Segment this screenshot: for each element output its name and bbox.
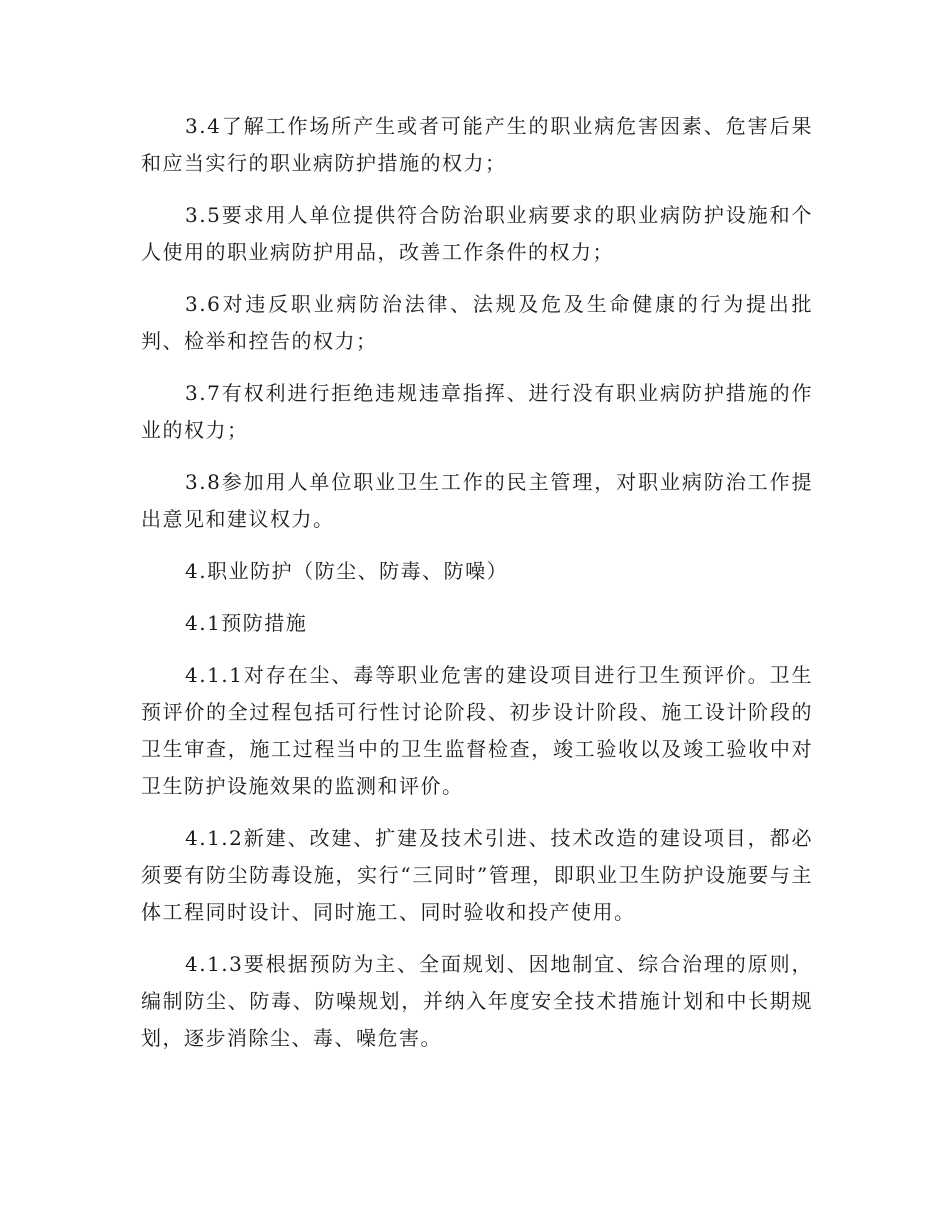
section-heading-4-1: 4.1预防措施 bbox=[185, 611, 308, 635]
section-heading-4: 4.职业防护（防尘、防毒、防噪） bbox=[185, 559, 509, 583]
paragraph-3-4: 3.4了解工作场所产生或者可能产生的职业病危害因素、危害后果和应当实行的职业病防护措施的权力； bbox=[141, 114, 813, 175]
paragraph-3-7: 3.7有权利进行拒绝违规违章指挥、进行没有职业病防护措施的作业的权力； bbox=[141, 381, 813, 442]
paragraph-4-1-3: 4.1.3要根据预防为主、全面规划、因地制宜、综合治理的原则，编制防尘、防毒、防噪规划，并纳入年度安全技术措施计划和中长期规划，逐步消除尘、毒、噪危害。 bbox=[141, 952, 813, 1050]
paragraph-4-1-2: 4.1.2新建、改建、扩建及技术引进、技术改造的建设项目，都必须要有防尘防毒设施，实行“三同时”管理，即职业卫生防护设施要与主体工程同时设计、同时施工、同时验收和投产使用。 bbox=[141, 826, 813, 924]
document-body bbox=[141, 108, 813, 1072]
paragraph-4-1-1: 4.1.1对存在尘、毒等职业危害的建设项目进行卫生预评价。卫生预评价的全过程包括可行性讨论阶段、初步设计阶段、施工设计阶段的卫生审查，施工过程当中的卫生监督检查，竣工验收以及竣工验收中对卫生防护设施效果的监测和评价。 bbox=[141, 663, 813, 798]
paragraph-3-5: 3.5要求用人单位提供符合防治职业病要求的职业病防护设施和个人使用的职业病防护用品，改善工作条件的权力； bbox=[141, 203, 813, 264]
paragraph-3-6: 3.6对违反职业病防治法律、法规及危及生命健康的行为提出批判、检举和控告的权力； bbox=[141, 292, 813, 353]
paragraph-3-8: 3.8参加用人单位职业卫生工作的民主管理，对职业病防治工作提出意见和建议权力。 bbox=[141, 470, 813, 531]
